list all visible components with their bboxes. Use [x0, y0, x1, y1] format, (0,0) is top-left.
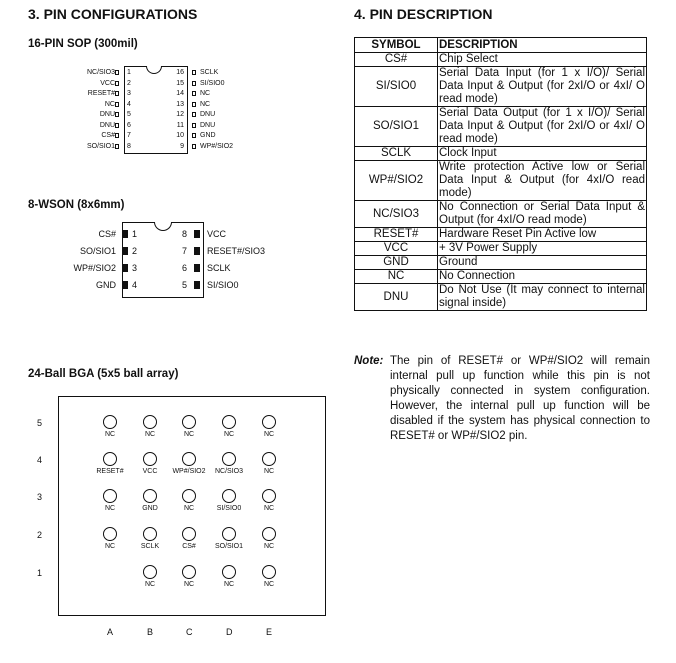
bga-col-label: E — [266, 627, 273, 637]
sop-pin-name: NC/SIO3 — [86, 69, 115, 76]
bga-ball — [103, 415, 117, 429]
bga-ball-label: NC — [183, 581, 195, 588]
table-row — [355, 256, 647, 270]
bga-ball — [182, 489, 196, 503]
wson-pin-name: SO/SIO1 — [79, 246, 116, 256]
bga-ball-label: NC — [223, 581, 235, 588]
bga-col-label: A — [107, 627, 114, 637]
pin-description-table — [354, 37, 647, 311]
wson-pin-number: 7 — [182, 246, 188, 256]
sop-pin-lead — [115, 70, 119, 75]
bga-ball — [143, 452, 157, 466]
sop-pin-number: 15 — [176, 79, 184, 87]
description-cell: No Connection or Serial Data Input & Output (for 4xI/O read mode) — [439, 201, 645, 226]
bga-ball-label: SCLK — [140, 543, 160, 550]
sop-pin-lead — [192, 91, 196, 96]
bga-ball — [262, 565, 276, 579]
table-header-row — [355, 38, 647, 53]
table-row — [355, 107, 647, 147]
bga-ball-label: GND — [142, 505, 158, 512]
sop-pin-lead — [192, 102, 196, 107]
bga-ball-label: NC — [144, 431, 156, 438]
sop-pin-lead — [192, 144, 196, 149]
table-row — [355, 270, 647, 284]
sop-title: 16-PIN SOP (300mil) — [28, 38, 138, 50]
wson-pin-pad — [122, 281, 128, 289]
sop-pin-lead — [115, 123, 119, 128]
bga-ball — [143, 527, 157, 541]
sop-pin-number: 8 — [127, 142, 131, 150]
sop-pin-lead — [192, 70, 196, 75]
wson-pin-pad — [122, 264, 128, 272]
sop-pin-number: 9 — [180, 142, 184, 150]
bga-ball — [103, 527, 117, 541]
bga-ball-label: NC — [183, 431, 195, 438]
table-row — [355, 201, 647, 228]
sop-pin-name: DNU — [200, 111, 216, 118]
wson-pin-number: 2 — [132, 246, 138, 256]
symbol-cell: RESET# — [355, 228, 438, 242]
sop-pin-name: CS# — [101, 132, 115, 139]
sop-pin-lead — [192, 133, 196, 138]
sop-pin-name: WP#/SIO2 — [200, 142, 234, 150]
sop-pin-number: 12 — [176, 111, 184, 118]
wson-pin-number: 4 — [132, 280, 138, 290]
wson-pin-pad — [194, 264, 200, 272]
symbol-cell: SCLK — [355, 147, 438, 161]
description-cell: Hardware Reset Pin Active low — [438, 228, 647, 242]
sop-pin-lead — [115, 144, 119, 149]
sop-pin-lead — [115, 81, 119, 86]
symbol-cell: NC — [355, 270, 438, 284]
symbol-cell: CS# — [355, 53, 438, 67]
sop-pin-lead — [115, 112, 119, 117]
description-cell: Serial Data Output (for 1 x I/O)/ Serial Data Input & Output (for 2xI/O or 4xI/ O read mode) — [439, 107, 645, 145]
wson-pin-pad — [194, 247, 200, 255]
wson-pin-pad — [122, 247, 128, 255]
sop-pin-number: 16 — [176, 69, 184, 76]
sop-pin-lead — [115, 102, 119, 107]
bga-ball-label: WP#/SIO2 — [172, 468, 206, 475]
sop-pin-number: 14 — [176, 90, 184, 97]
wson-pin-name: RESET#/SIO3 — [207, 246, 266, 256]
bga-ball — [222, 415, 236, 429]
bga-ball-label: NC — [263, 468, 275, 475]
sop-pin-number: 5 — [127, 111, 131, 118]
symbol-cell: WP#/SIO2 — [355, 161, 438, 201]
wson-pin-number: 5 — [182, 280, 188, 290]
sop-pin-name: DNU — [99, 121, 115, 129]
wson-pin-name: SI/SIO0 — [207, 280, 239, 290]
bga-ball — [222, 565, 236, 579]
bga-ball-label: NC — [263, 431, 275, 438]
bga-row-label: 1 — [37, 568, 43, 578]
wson-pin-number: 3 — [132, 263, 138, 273]
bga-ball — [262, 489, 276, 503]
bga-ball — [262, 527, 276, 541]
bga-col-label: B — [147, 627, 154, 637]
bga-ball — [103, 452, 117, 466]
sop-pin-name: SO/SIO1 — [86, 142, 115, 150]
wson-pin-name: CS# — [98, 229, 116, 239]
sop-pin-number: 11 — [176, 121, 184, 129]
symbol-cell: GND — [355, 256, 438, 270]
sop-pin-lead — [115, 91, 119, 96]
table-row — [355, 53, 647, 67]
sop-pin-number: 13 — [176, 100, 184, 108]
sop-pin-name: NC — [200, 100, 211, 108]
wson-pin-number: 1 — [132, 229, 138, 239]
sop-pin-name: DNU — [200, 121, 216, 129]
sop-pin-name: SCLK — [200, 69, 219, 76]
bga-ball-label: NC — [263, 581, 275, 588]
bga-ball — [222, 452, 236, 466]
bga-ball — [262, 415, 276, 429]
sop-pin-number: 4 — [127, 100, 131, 108]
wson-pin-name: SCLK — [207, 263, 231, 273]
table-row — [355, 228, 647, 242]
sop-pin-name: SI/SIO0 — [200, 79, 225, 87]
bga-ball-label: NC — [104, 431, 116, 438]
pin-config-title: 3. PIN CONFIGURATIONS — [28, 6, 198, 22]
bga-ball — [103, 489, 117, 503]
sop-pin-name: VCC — [100, 79, 115, 87]
bga-ball-label: SI/SIO0 — [216, 505, 242, 512]
table-row — [355, 67, 647, 107]
sop-pin-lead — [192, 81, 196, 86]
sop-pin-number: 6 — [127, 121, 131, 129]
description-header: DESCRIPTION — [438, 38, 647, 53]
bga-ball-label: VCC — [142, 468, 158, 475]
bga-ball-label: NC — [104, 505, 116, 512]
sop-pin-name: NC — [104, 100, 115, 108]
wson-pin-name: VCC — [207, 229, 227, 239]
bga-ball-label: NC — [263, 505, 275, 512]
symbol-cell: DNU — [355, 284, 438, 311]
bga-ball-label: NC — [183, 505, 195, 512]
description-cell: Write protection Active low or Serial Data Input & Output (for 4xI/O read mode) — [439, 161, 645, 199]
symbol-header: SYMBOL — [355, 38, 438, 53]
bga-ball — [143, 489, 157, 503]
wson-pin-name: WP#/SIO2 — [73, 263, 116, 273]
sop-pin-name: GND — [200, 132, 216, 139]
sop-pin-lead — [192, 112, 196, 117]
sop-pin-name: RESET# — [87, 90, 115, 97]
bga-col-label: D — [226, 627, 233, 637]
sop-pin-number: 1 — [127, 69, 131, 76]
description-cell: Chip Select — [438, 53, 647, 67]
bga-ball — [262, 452, 276, 466]
sop-pin-number: 10 — [176, 132, 184, 139]
description-cell: Clock Input — [438, 147, 647, 161]
description-cell: Do Not Use (It may connect to internal signal inside) — [439, 284, 645, 309]
sop-pin-name: NC — [200, 90, 211, 97]
wson-pin-pad — [194, 230, 200, 238]
table-row — [355, 242, 647, 256]
bga-row-label: 5 — [37, 418, 43, 428]
note-label: Note: — [354, 355, 384, 367]
pin-desc-title: 4. PIN DESCRIPTION — [354, 6, 493, 22]
symbol-cell: VCC — [355, 242, 438, 256]
bga-row-label: 4 — [37, 455, 43, 465]
note-text: The pin of RESET# or WP#/SIO2 will remain internal pull up function while this pin is not physically connected in system configuration. However, the internal pull up function will be disabled if the system has physical connection to RESET# or WP#/SIO2 pin. — [390, 355, 650, 442]
bga-ball-label: CS# — [182, 543, 196, 550]
sop-pin-name: DNU — [99, 111, 115, 118]
sop-pin-number: 7 — [127, 132, 131, 139]
symbol-cell: SO/SIO1 — [355, 107, 438, 147]
bga-row-label: 3 — [37, 492, 43, 502]
bga-ball-label: SO/SIO1 — [214, 543, 243, 550]
wson-title: 8-WSON (8x6mm) — [28, 199, 125, 211]
wson-pin-number: 6 — [182, 263, 188, 273]
bga-col-label: C — [186, 627, 193, 637]
bga-ball — [143, 565, 157, 579]
bga-ball-label: NC — [144, 581, 156, 588]
bga-ball-label: NC — [104, 543, 116, 550]
sop-pin-number: 2 — [127, 79, 131, 87]
table-row — [355, 147, 647, 161]
bga-ball-label: NC — [223, 431, 235, 438]
bga-ball — [182, 527, 196, 541]
bga-ball — [222, 489, 236, 503]
bga-ball — [222, 527, 236, 541]
sop-pin-lead — [115, 133, 119, 138]
table-row — [355, 284, 647, 311]
description-cell: Ground — [438, 256, 647, 270]
description-cell: + 3V Power Supply — [438, 242, 647, 256]
sop-pin-lead — [192, 123, 196, 128]
wson-pin-number: 8 — [182, 229, 188, 239]
bga-ball — [182, 565, 196, 579]
wson-pin-pad — [194, 281, 200, 289]
description-cell: No Connection — [438, 270, 647, 284]
description-cell: Serial Data Input (for 1 x I/O)/ Serial Data Input & Output (for 2xI/O or 4xI/ O read mode) — [439, 67, 645, 105]
bga-ball — [143, 415, 157, 429]
bga-ball-label: NC/SIO3 — [214, 468, 243, 475]
table-row — [355, 161, 647, 201]
bga-ball — [182, 452, 196, 466]
bga-ball-label: NC — [263, 543, 275, 550]
bga-row-label: 2 — [37, 530, 43, 540]
bga-ball-label: RESET# — [96, 468, 124, 475]
bga-ball — [182, 415, 196, 429]
wson-pin-pad — [122, 230, 128, 238]
symbol-cell: SI/SIO0 — [355, 67, 438, 107]
sop-pin-number: 3 — [127, 90, 131, 97]
bga-title: 24-Ball BGA (5x5 ball array) — [28, 368, 179, 380]
symbol-cell: NC/SIO3 — [355, 201, 438, 228]
wson-pin-name: GND — [96, 280, 116, 290]
